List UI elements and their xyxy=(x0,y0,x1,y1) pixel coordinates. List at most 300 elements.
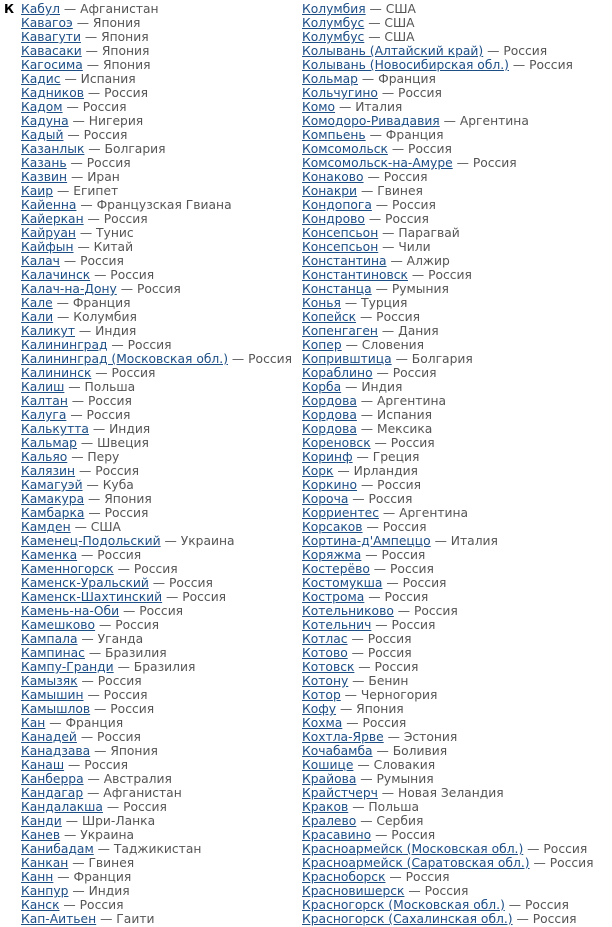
city-list-item xyxy=(302,436,608,450)
city-link[interactable]: Казань xyxy=(21,156,67,170)
separator: — xyxy=(59,898,80,912)
separator: — xyxy=(523,842,544,856)
city-link[interactable]: Камышлов xyxy=(21,702,91,716)
city-list-item xyxy=(21,856,301,870)
city-link[interactable]: Кампала xyxy=(21,632,78,646)
city-link[interactable]: Константина xyxy=(302,254,387,268)
country-name: Аргентина xyxy=(377,394,447,408)
separator: — xyxy=(352,450,373,464)
country-name: Россия xyxy=(103,688,148,702)
city-link[interactable]: Канпур xyxy=(21,884,69,898)
country-name: Россия xyxy=(139,604,184,618)
city-list-item xyxy=(302,254,608,268)
city-link[interactable]: Кралево xyxy=(302,814,357,828)
separator: — xyxy=(148,576,170,590)
country-name: Россия xyxy=(385,212,429,226)
country-name: Парагвай xyxy=(398,226,460,240)
separator: — xyxy=(371,828,392,842)
city-link[interactable]: Кадом xyxy=(21,100,63,114)
city-link[interactable]: Красновишерск xyxy=(302,884,405,898)
country-name: Греция xyxy=(372,450,420,464)
country-name: Новая Зеландия xyxy=(398,786,504,800)
city-link[interactable]: Каменка xyxy=(21,548,78,562)
city-link[interactable]: Комо xyxy=(302,100,336,114)
city-link[interactable]: Канибадам xyxy=(21,842,94,856)
city-link[interactable]: Красноармейск (Саратовская обл.) xyxy=(302,856,530,870)
country-name: Румыния xyxy=(376,772,434,786)
city-list-item xyxy=(302,604,608,618)
city-list-item xyxy=(302,86,608,100)
city-link[interactable]: Канкан xyxy=(21,856,69,870)
city-list-item xyxy=(302,100,608,114)
separator: — xyxy=(83,688,104,702)
city-list-item xyxy=(302,772,608,786)
city-link[interactable]: Канди xyxy=(21,814,62,828)
separator: — xyxy=(340,688,361,702)
city-link[interactable]: Коркино xyxy=(302,478,358,492)
city-list-item xyxy=(21,366,301,380)
city-link[interactable]: Консепсьон xyxy=(302,226,379,240)
city-link[interactable]: Константиновск xyxy=(302,268,408,282)
country-name: Черногория xyxy=(360,688,438,702)
separator: — xyxy=(356,394,377,408)
city-list-item xyxy=(302,352,608,366)
separator: — xyxy=(371,282,392,296)
city-list-item xyxy=(302,226,608,240)
city-list-item xyxy=(302,450,608,464)
country-name: Аргентина xyxy=(459,114,529,128)
separator: — xyxy=(386,254,407,268)
country-name: Россия xyxy=(424,884,469,898)
city-link[interactable]: Калач-на-Дону xyxy=(21,282,117,296)
separator: — xyxy=(377,324,399,338)
city-link[interactable]: Колывань (Новосибирская обл.) xyxy=(302,58,509,72)
separator: — xyxy=(340,296,362,310)
city-link[interactable]: Корба xyxy=(302,380,342,394)
city-link[interactable]: Краков xyxy=(302,800,349,814)
city-link[interactable]: Коринф xyxy=(302,450,353,464)
city-list-item xyxy=(302,786,608,800)
city-link[interactable]: Калининск xyxy=(21,366,92,380)
city-link[interactable]: Калининград (Московская обл.) xyxy=(21,352,228,366)
city-list-item xyxy=(21,198,301,212)
city-link[interactable]: Кадуна xyxy=(21,114,69,128)
city-link[interactable]: Кайруан xyxy=(21,226,76,240)
city-link[interactable]: Крайстчерч xyxy=(302,786,378,800)
country-name: Япония xyxy=(104,492,152,506)
city-link[interactable]: Каменногорск xyxy=(21,562,114,576)
city-list-item xyxy=(21,562,301,576)
city-list-item xyxy=(302,114,608,128)
city-link[interactable]: Котлас xyxy=(302,632,348,646)
separator: — xyxy=(354,660,375,674)
country-name: Россия xyxy=(95,464,140,478)
separator: — xyxy=(364,212,386,226)
separator: — xyxy=(67,170,88,184)
separator: — xyxy=(504,898,525,912)
separator: — xyxy=(84,86,105,100)
city-link[interactable]: Костомукша xyxy=(302,576,383,590)
separator: — xyxy=(357,72,379,86)
city-link[interactable]: Копенгаген xyxy=(302,324,378,338)
separator: — xyxy=(377,786,399,800)
city-link[interactable]: Красноборск xyxy=(302,870,386,884)
separator: — xyxy=(84,492,105,506)
separator: — xyxy=(378,506,400,520)
city-link[interactable]: Кольмар xyxy=(302,72,358,86)
city-link[interactable]: Казанлык xyxy=(21,142,85,156)
city-link[interactable]: Копер xyxy=(302,338,342,352)
city-list-item xyxy=(21,436,301,450)
city-list-item xyxy=(302,296,608,310)
city-link[interactable]: Каменск-Уральский xyxy=(21,576,149,590)
country-name: Россия xyxy=(376,310,421,324)
city-link[interactable]: Калтан xyxy=(21,394,68,408)
city-link[interactable]: Канск xyxy=(21,898,60,912)
city-link[interactable]: Кандалакша xyxy=(21,800,103,814)
country-name: Россия xyxy=(391,618,436,632)
city-list-item xyxy=(21,310,301,324)
separator: — xyxy=(378,240,399,254)
city-link[interactable]: Камбарка xyxy=(21,506,85,520)
city-link[interactable]: Каменец-Подольский xyxy=(21,534,161,548)
city-link[interactable]: Котону xyxy=(302,674,349,688)
city-link[interactable]: Калуга xyxy=(21,408,67,422)
city-link[interactable]: Кандагар xyxy=(21,786,84,800)
separator: — xyxy=(64,758,85,772)
city-link[interactable]: Калининград xyxy=(21,338,108,352)
city-list-item xyxy=(21,2,301,16)
separator: — xyxy=(362,520,383,534)
city-list-item xyxy=(21,464,301,478)
country-name: Перу xyxy=(87,450,120,464)
separator: — xyxy=(75,464,96,478)
city-link[interactable]: Кампу-Гранди xyxy=(21,660,114,674)
separator: — xyxy=(356,422,377,436)
separator: — xyxy=(116,282,137,296)
city-link[interactable]: Камешково xyxy=(21,618,96,632)
city-link[interactable]: Колумбус xyxy=(302,30,365,44)
city-list-item xyxy=(21,814,301,828)
separator: — xyxy=(356,408,377,422)
separator: — xyxy=(52,296,73,310)
city-link[interactable]: Кольчугино xyxy=(302,86,378,100)
city-list-item xyxy=(21,394,301,408)
city-link[interactable]: Кайеркан xyxy=(21,212,84,226)
separator: — xyxy=(75,324,96,338)
city-list-item xyxy=(21,716,301,730)
city-link[interactable]: Красногорск (Сахалинская обл.) xyxy=(302,912,513,926)
city-link[interactable]: Копейск xyxy=(302,310,357,324)
right-city-column xyxy=(302,2,608,926)
country-name: Россия xyxy=(390,436,435,450)
city-link[interactable]: Кавагоэ xyxy=(21,16,73,30)
city-list-item xyxy=(302,212,608,226)
country-name: Россия xyxy=(362,716,407,730)
separator: — xyxy=(371,618,392,632)
separator: — xyxy=(342,716,363,730)
city-link[interactable]: Кошице xyxy=(302,758,354,772)
city-list-item xyxy=(302,268,608,282)
city-link[interactable]: Колумбус xyxy=(302,16,365,30)
city-list-item xyxy=(302,688,608,702)
separator: — xyxy=(356,814,377,828)
country-name: Япония xyxy=(102,58,151,72)
country-name: Россия xyxy=(381,548,426,562)
city-link[interactable]: Кавагути xyxy=(21,30,81,44)
city-link[interactable]: Кохма xyxy=(302,716,343,730)
city-link[interactable]: Кали xyxy=(21,310,54,324)
city-link[interactable]: Кострома xyxy=(302,590,365,604)
country-name: Россия xyxy=(390,562,434,576)
separator: — xyxy=(90,268,111,282)
city-link[interactable]: Кортина-д'Ампеццо xyxy=(302,534,431,548)
country-name: Россия xyxy=(392,198,436,212)
separator: — xyxy=(387,142,409,156)
country-name: Россия xyxy=(110,702,155,716)
separator: — xyxy=(365,2,386,16)
city-link[interactable]: Колывань (Алтайский край) xyxy=(302,44,484,58)
city-list-item xyxy=(21,170,301,184)
city-link[interactable]: Калач xyxy=(21,254,60,268)
city-list-item xyxy=(21,380,301,394)
city-link[interactable]: Короча xyxy=(302,492,349,506)
city-link[interactable]: Котово xyxy=(302,646,348,660)
city-link[interactable]: Конья xyxy=(302,296,341,310)
country-name: Эстония xyxy=(403,730,458,744)
separator: — xyxy=(348,800,369,814)
separator: — xyxy=(357,184,378,198)
city-link[interactable]: Каменск-Шахтинский xyxy=(21,590,163,604)
city-list-item xyxy=(21,450,301,464)
city-list-item xyxy=(21,408,301,422)
city-list-item xyxy=(21,478,301,492)
city-link[interactable]: Кораблино xyxy=(302,366,373,380)
city-link[interactable]: Компьень xyxy=(302,128,366,142)
city-link[interactable]: Кальяо xyxy=(21,450,68,464)
city-link[interactable]: Красноармейск (Московская обл.) xyxy=(302,842,524,856)
country-name: Россия xyxy=(136,282,181,296)
city-link[interactable]: Констанца xyxy=(302,282,372,296)
city-link[interactable]: Калькутта xyxy=(21,422,89,436)
city-list-item xyxy=(21,730,301,744)
separator: — xyxy=(369,562,391,576)
separator: — xyxy=(90,702,111,716)
country-name: Россия xyxy=(103,212,148,226)
city-link[interactable]: Кондрово xyxy=(302,212,365,226)
city-link[interactable]: Кочабамба xyxy=(302,744,373,758)
separator: — xyxy=(365,128,386,142)
separator: — xyxy=(336,702,357,716)
country-name: Россия xyxy=(123,800,167,814)
country-name: Словакия xyxy=(373,758,436,772)
separator: — xyxy=(341,338,362,352)
city-list-item xyxy=(21,212,301,226)
separator: — xyxy=(113,562,134,576)
city-link[interactable]: Камакура xyxy=(21,492,85,506)
country-name: США xyxy=(385,2,416,16)
city-list-item xyxy=(302,464,608,478)
city-link[interactable]: Корриентес xyxy=(302,506,379,520)
city-link[interactable]: Коряжма xyxy=(302,548,362,562)
city-link[interactable]: Консепсьон xyxy=(302,240,379,254)
city-link[interactable]: Канн xyxy=(21,870,54,884)
city-list-item xyxy=(302,338,608,352)
city-list-item xyxy=(302,184,608,198)
city-link[interactable]: Комсомольск-на-Амуре xyxy=(302,156,453,170)
country-name: Россия xyxy=(374,660,419,674)
city-link[interactable]: Казвин xyxy=(21,170,68,184)
separator: — xyxy=(75,226,97,240)
city-link[interactable]: Комсомольск xyxy=(302,142,388,156)
city-link[interactable]: Канадей xyxy=(21,730,77,744)
city-list-item xyxy=(21,604,301,618)
city-list-item xyxy=(21,254,301,268)
country-name: Чили xyxy=(398,240,431,254)
city-link[interactable]: Канев xyxy=(21,828,61,842)
city-link[interactable]: Котовск xyxy=(302,660,355,674)
city-link[interactable]: Кореновск xyxy=(302,436,371,450)
city-link[interactable]: Красногорск (Московская обл.) xyxy=(302,898,505,912)
country-name: Россия xyxy=(111,366,156,380)
city-link[interactable]: Кайенна xyxy=(21,198,77,212)
city-link[interactable]: Кальмар xyxy=(21,436,77,450)
country-name: Тунис xyxy=(96,226,134,240)
city-link[interactable]: Кордова xyxy=(302,394,357,408)
city-link[interactable]: Корк xyxy=(302,464,334,478)
country-name: Россия xyxy=(368,492,413,506)
city-link[interactable]: Кап-Аитьен xyxy=(21,912,97,926)
city-link[interactable]: Колумбия xyxy=(302,2,366,16)
country-name: Италия xyxy=(355,100,403,114)
city-link[interactable]: Кордова xyxy=(302,422,357,436)
city-link[interactable]: Кабул xyxy=(21,2,60,16)
country-name: Аргентина xyxy=(399,506,469,520)
city-list-item xyxy=(21,772,301,786)
city-list-item xyxy=(302,478,608,492)
city-list-item xyxy=(302,576,608,590)
city-link[interactable]: Кохтла-Ярве xyxy=(302,730,384,744)
city-link[interactable]: Комодоро-Ривадавия xyxy=(302,114,440,128)
city-link[interactable]: Каир xyxy=(21,184,54,198)
city-link[interactable]: Канадзава xyxy=(21,744,91,758)
city-link[interactable]: Кан xyxy=(21,716,46,730)
city-list-item xyxy=(302,198,608,212)
city-link[interactable]: Кордова xyxy=(302,408,357,422)
city-list-item xyxy=(302,632,608,646)
city-link[interactable]: Кампинас xyxy=(21,646,85,660)
country-name: Турция xyxy=(361,296,408,310)
city-link[interactable]: Котельниково xyxy=(302,604,394,618)
separator: — xyxy=(377,86,399,100)
separator: — xyxy=(67,450,88,464)
country-name: Индия xyxy=(95,324,137,338)
city-link[interactable]: Канаш xyxy=(21,758,65,772)
country-name: Россия xyxy=(503,44,548,58)
city-link[interactable]: Кофу xyxy=(302,702,337,716)
city-list-item xyxy=(302,618,608,632)
country-name: Россия xyxy=(127,338,172,352)
country-name: Румыния xyxy=(391,282,449,296)
country-name: Россия xyxy=(529,58,573,72)
city-link[interactable]: Камызяк xyxy=(21,674,78,688)
country-name: Россия xyxy=(97,674,142,688)
city-link[interactable]: Конаково xyxy=(302,170,364,184)
separator: — xyxy=(77,548,98,562)
city-list-item xyxy=(302,16,608,30)
city-link[interactable]: Крайова xyxy=(302,772,357,786)
city-list-item xyxy=(21,128,301,142)
separator: — xyxy=(529,856,550,870)
country-name: Россия xyxy=(367,632,412,646)
city-link[interactable]: Кавасаки xyxy=(21,44,82,58)
city-link[interactable]: Кадис xyxy=(21,72,61,86)
country-name: Франция xyxy=(72,296,131,310)
country-name: Россия xyxy=(84,758,129,772)
separator: — xyxy=(385,870,406,884)
city-list-item xyxy=(21,16,301,30)
separator: — xyxy=(393,604,414,618)
separator: — xyxy=(83,212,104,226)
city-link[interactable]: Камышин xyxy=(21,688,84,702)
city-link[interactable]: Кадников xyxy=(21,86,84,100)
separator: — xyxy=(378,226,399,240)
city-link[interactable]: Корсаков xyxy=(302,520,363,534)
separator: — xyxy=(347,646,368,660)
country-name: Китай xyxy=(93,240,134,254)
separator: — xyxy=(84,646,106,660)
country-name: Россия xyxy=(428,268,472,282)
city-link[interactable]: Красавино xyxy=(302,828,372,842)
separator: — xyxy=(162,590,183,604)
city-link[interactable]: Кале xyxy=(21,296,53,310)
separator: — xyxy=(391,352,412,366)
country-name: Россия xyxy=(80,254,124,268)
country-name: Россия xyxy=(97,548,142,562)
city-link[interactable]: Котельнич xyxy=(302,618,372,632)
city-link[interactable]: Кондопога xyxy=(302,198,372,212)
country-name: Франция xyxy=(73,870,132,884)
country-name: Россия xyxy=(88,394,132,408)
city-list-item xyxy=(21,156,301,170)
country-name: Иран xyxy=(87,170,120,184)
city-link[interactable]: Камагуэй xyxy=(21,478,83,492)
city-link[interactable]: Копривштица xyxy=(302,352,392,366)
city-link[interactable]: Кайфын xyxy=(21,240,74,254)
separator: — xyxy=(335,100,356,114)
city-link[interactable]: Кагосима xyxy=(21,58,83,72)
country-name: Бенин xyxy=(368,674,409,688)
city-link[interactable]: Калязин xyxy=(21,464,76,478)
city-list-item xyxy=(302,492,608,506)
city-link[interactable]: Костерёво xyxy=(302,562,370,576)
separator: — xyxy=(364,16,385,30)
city-link[interactable]: Каликут xyxy=(21,324,75,338)
city-list-item xyxy=(21,800,301,814)
city-link[interactable]: Конакри xyxy=(302,184,358,198)
city-link[interactable]: Кадый xyxy=(21,128,64,142)
city-link[interactable]: Котор xyxy=(302,688,341,702)
separator: — xyxy=(383,730,404,744)
city-link[interactable]: Камден xyxy=(21,520,71,534)
separator: — xyxy=(84,506,105,520)
city-link[interactable]: Канберра xyxy=(21,772,84,786)
city-link[interactable]: Калиш xyxy=(21,380,65,394)
country-name: Россия xyxy=(472,156,517,170)
city-link[interactable]: Калачинск xyxy=(21,268,91,282)
separator: — xyxy=(356,310,377,324)
city-link[interactable]: Камень-на-Оби xyxy=(21,604,120,618)
